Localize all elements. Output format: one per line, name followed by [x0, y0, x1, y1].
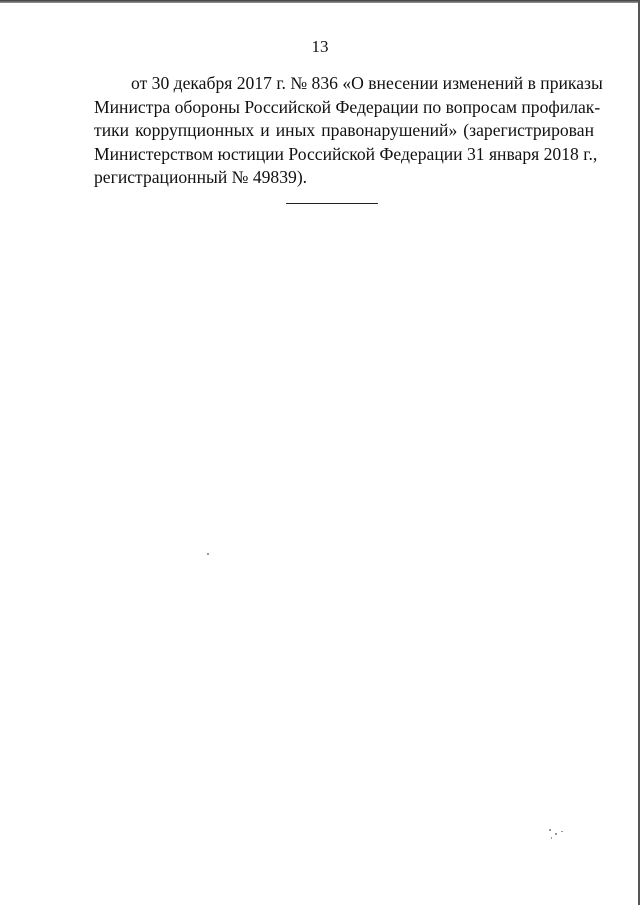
paragraph-line-1: от 30 декабря 2017 г. № 836 «О внесении изменений в приказы [131, 73, 603, 93]
scan-edge-top [0, 0, 640, 3]
paragraph-line-4: Министерством юстиции Российской Федерации 31 января 2018 г., [94, 143, 598, 164]
page-number: 13 [311, 37, 329, 56]
document-paragraph [94, 72, 603, 190]
scan-speck [561, 831, 563, 832]
paragraph-line-3: тики коррупционных и иных правонарушений» (зарегистрирован [94, 120, 594, 140]
scan-speck [551, 837, 552, 839]
scan-speck [207, 553, 209, 555]
scan-speck [555, 833, 557, 835]
end-of-text-rule [286, 203, 378, 204]
scan-speck [549, 829, 551, 831]
paragraph-line-5: регистрационный № 49839). [94, 167, 308, 187]
paragraph-line-2: Министра обороны Российской Федерации по вопросам профилак- [94, 96, 601, 117]
